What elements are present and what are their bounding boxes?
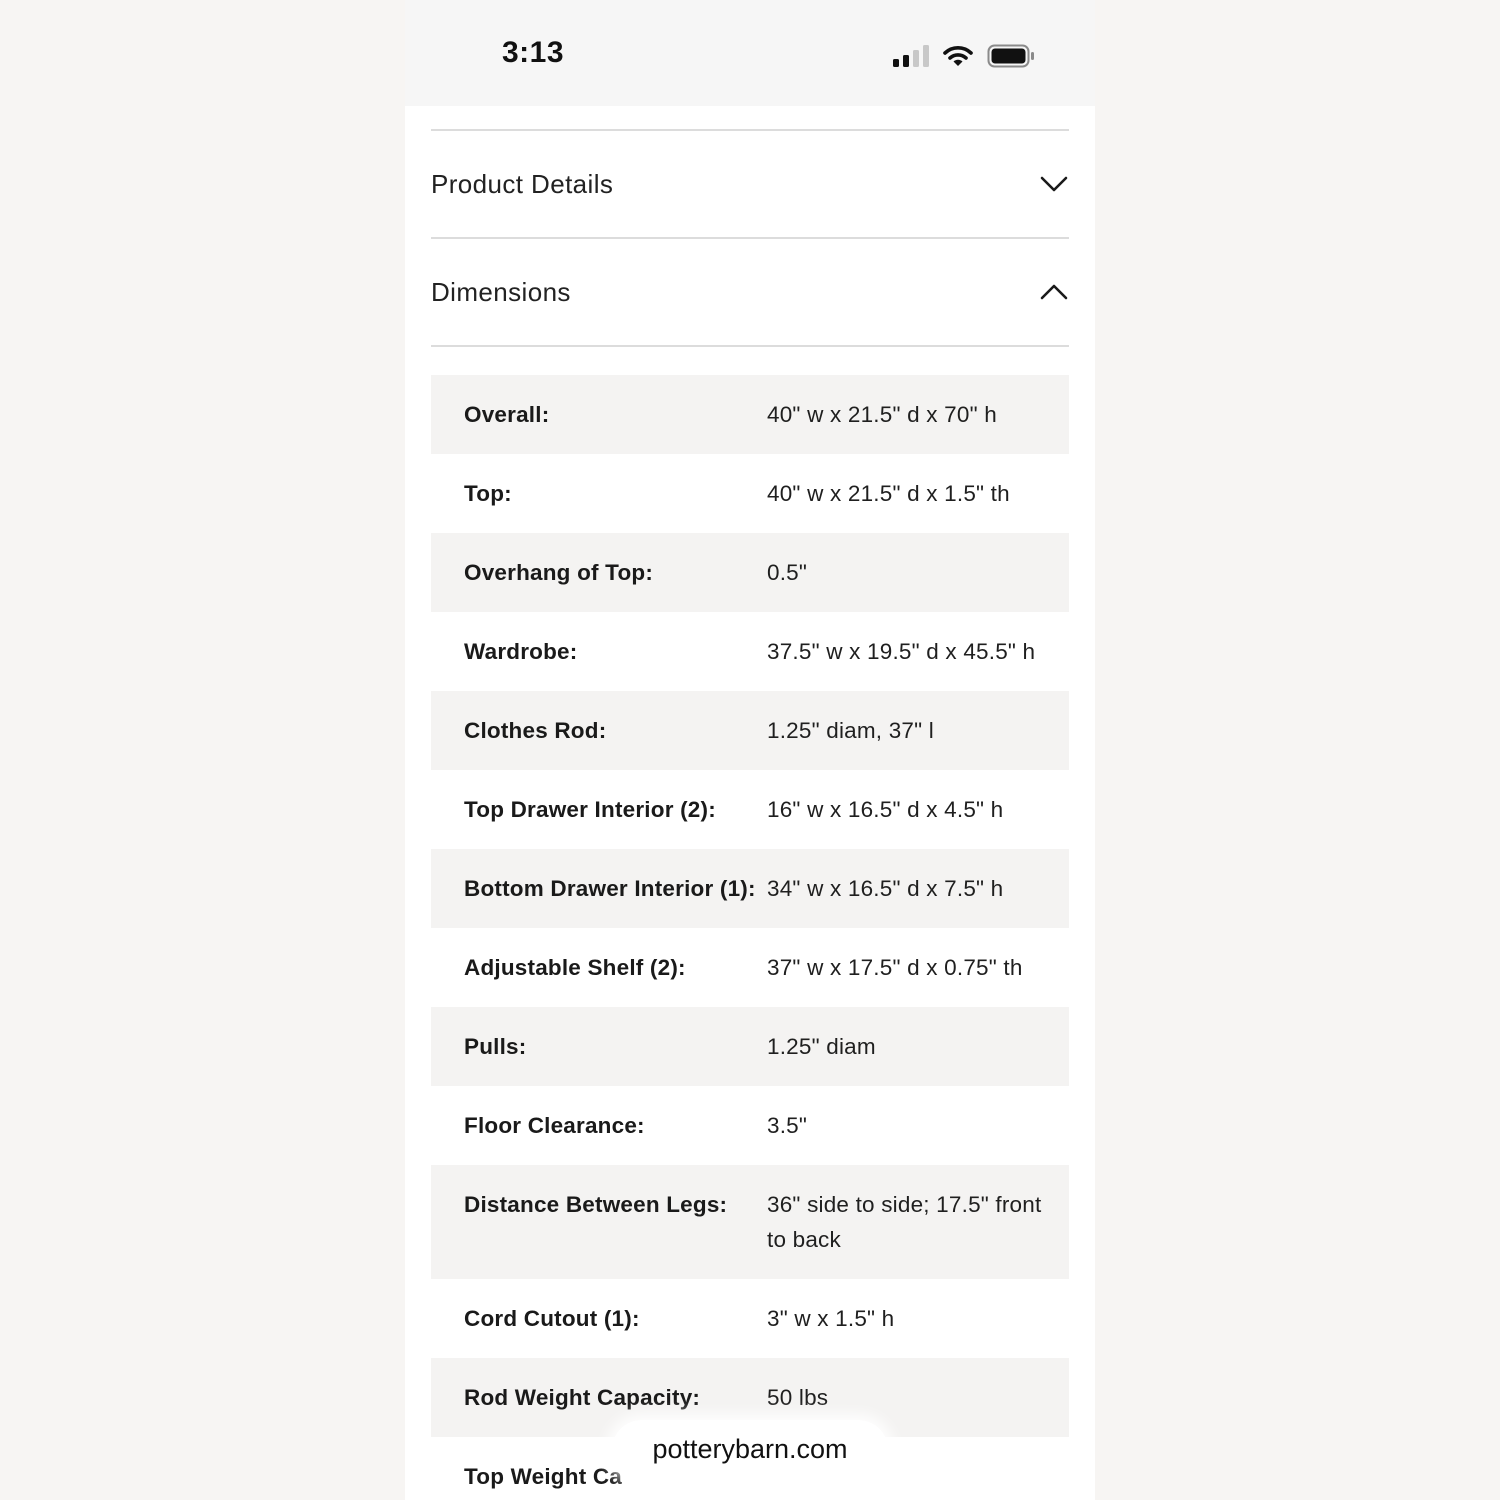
dimension-row (431, 928, 1069, 1007)
dimension-label: Pulls: (464, 1034, 527, 1059)
dimension-value: 37" w x 17.5" d x 0.75" th (767, 955, 1023, 980)
dimension-row (431, 375, 1069, 454)
url-text: potterybarn.com (652, 1433, 848, 1464)
dimension-label: Top: (464, 481, 512, 506)
dimension-row (431, 1165, 1069, 1279)
dimension-label: Overhang of Top: (464, 560, 654, 585)
dimension-value: 50 lbs (767, 1385, 829, 1410)
accordion-product-details[interactable] (431, 131, 1069, 237)
dimension-label: Distance Between Legs: (464, 1192, 728, 1217)
dimensions-table (431, 375, 1069, 1500)
accordion-title: Dimensions (431, 276, 571, 307)
dimension-value: 3" w x 1.5" h (767, 1306, 895, 1331)
dimension-row (431, 691, 1069, 770)
dimension-value: 1.25" diam (767, 1034, 876, 1059)
dimension-value: 16" w x 16.5" d x 4.5" h (767, 797, 1004, 822)
dimension-label: Rod Weight Capacity: (464, 1385, 701, 1410)
dimension-value: 36" side to side; 17.5" front to back (767, 1192, 1042, 1252)
dimension-label: Wardrobe: (464, 639, 578, 664)
chevron-down-icon (1039, 174, 1069, 194)
browser-url-bar[interactable] (612, 1420, 888, 1478)
product-info-content (431, 106, 1069, 1500)
dimension-row (431, 1086, 1069, 1165)
dimension-label: Cord Cutout (1): (464, 1306, 640, 1331)
dimension-value: 37.5" w x 19.5" d x 45.5" h (767, 639, 1036, 664)
cellular-signal-icon (893, 45, 929, 67)
chevron-up-icon (1039, 282, 1069, 302)
battery-icon (987, 44, 1035, 68)
status-bar (405, 0, 1095, 106)
dimension-row (431, 533, 1069, 612)
dimension-row (431, 770, 1069, 849)
dimension-label: Adjustable Shelf (2): (464, 955, 686, 980)
dimension-label: Overall: (464, 402, 550, 427)
dimension-value: 34" w x 16.5" d x 7.5" h (767, 876, 1004, 901)
dimension-value: 3.5" (767, 1113, 808, 1138)
dimension-row (431, 454, 1069, 533)
dimension-value: 1.25" diam, 37" l (767, 718, 934, 743)
dimension-row (431, 612, 1069, 691)
dimension-value: 40" w x 21.5" d x 1.5" th (767, 481, 1010, 506)
status-time: 3:13 (502, 36, 565, 69)
phone-screen (405, 0, 1095, 1500)
accordion-dimensions[interactable] (431, 239, 1069, 345)
dimension-label: Clothes Rod: (464, 718, 607, 743)
status-icons (893, 42, 1035, 70)
divider (431, 345, 1069, 347)
dimension-label: Floor Clearance: (464, 1113, 645, 1138)
accordion-title: Product Details (431, 168, 614, 199)
dimension-label: Top Weight Ca (464, 1464, 623, 1489)
wifi-icon (943, 45, 973, 67)
dimension-value: 40" w x 21.5" d x 70" h (767, 402, 997, 427)
dimension-value: 0.5" (767, 560, 808, 585)
dimension-row (431, 849, 1069, 928)
dimension-row (431, 1007, 1069, 1086)
dimension-label: Top Drawer Interior (2): (464, 797, 716, 822)
dimension-row (431, 1279, 1069, 1358)
dimension-label: Bottom Drawer Interior (1): (464, 876, 756, 901)
